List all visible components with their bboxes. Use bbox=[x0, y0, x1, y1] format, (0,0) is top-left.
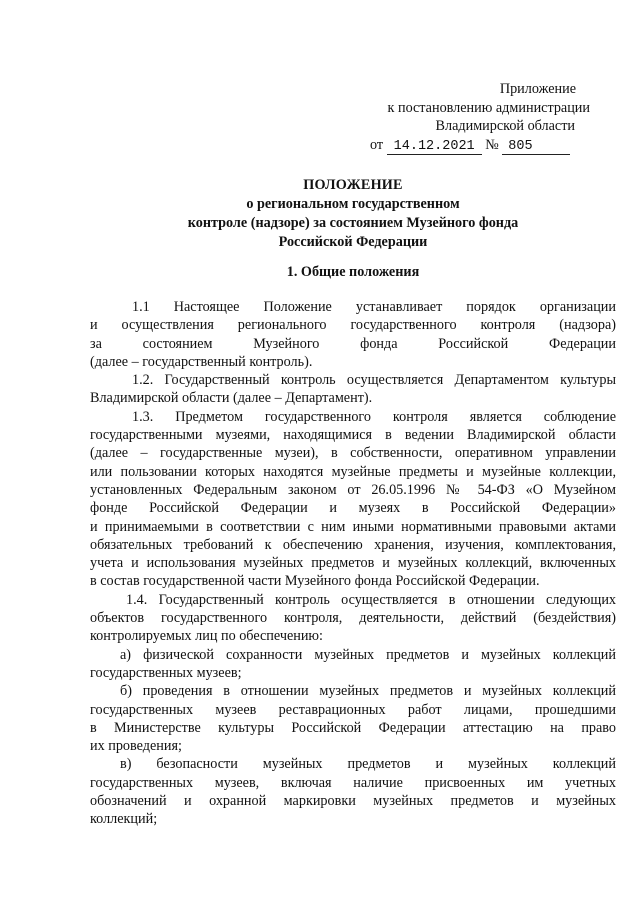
body-line: государственных музеев; bbox=[90, 664, 242, 681]
body-line: их проведения; bbox=[90, 738, 182, 755]
body-line: коллекций; bbox=[90, 811, 158, 828]
body-line: 1.1 Настоящее Положение устанавливает порядок организации bbox=[132, 299, 616, 315]
body-line: в) безопасности музейных предметов и музейных коллекций bbox=[120, 756, 616, 773]
number-label: № bbox=[485, 136, 499, 153]
title-line-2: о региональном государственном bbox=[246, 196, 460, 212]
body-line: 1.3. Предметом государственного контроля является соблюдение bbox=[132, 408, 616, 425]
document-title bbox=[90, 176, 616, 252]
body-line: фонде Российской Федерации и музеях в Российской Федерации» bbox=[90, 500, 616, 517]
appendix-region: Владимирской области bbox=[435, 118, 575, 134]
body-line: объектов государственного контроля, деятельности, действий (бездействия) bbox=[90, 610, 616, 627]
body-line: обязательных требований к обеспечению хранения, изучения, комплектования, bbox=[90, 536, 616, 553]
title-line-4: Российской Федерации bbox=[278, 234, 428, 250]
appendix-resolution: к постановлению администрации bbox=[387, 99, 590, 116]
body-line: б) проведения в отношении музейных предметов и музейных коллекций bbox=[120, 683, 616, 700]
body-line: государственными музеями, находящимися в ведении Владимирской области bbox=[90, 427, 616, 444]
title-heading: ПОЛОЖЕНИЕ bbox=[303, 177, 403, 193]
body-line: и осуществления регионального государственного контроля (надзора) bbox=[90, 317, 616, 334]
body-line: Владимирской области (далее – Департамент). bbox=[90, 390, 373, 407]
section-body bbox=[90, 298, 616, 829]
section-heading: 1. Общие положения bbox=[286, 264, 420, 280]
body-line: 1.4. Государственный контроль осуществляется в отношении следующих bbox=[126, 591, 616, 608]
resolution-date: 14.12.2021 bbox=[387, 139, 482, 155]
body-line: 1.2. Государственный контроль осуществляется Департаментом культуры bbox=[132, 372, 616, 389]
from-label: от bbox=[370, 136, 384, 153]
resolution-number: 805 bbox=[502, 139, 570, 155]
title-line-3: контроле (надзоре) за состоянием Музейного фонда bbox=[187, 215, 519, 231]
body-line: а) физической сохранности музейных предметов и музейных коллекций bbox=[120, 646, 616, 663]
body-line: государственных музеев реставрационных работ лицами, прошедшими bbox=[90, 701, 616, 718]
body-line: за состоянием Музейного фонда Российской Федерации bbox=[90, 335, 616, 352]
appendix-title: Приложение bbox=[499, 81, 576, 97]
body-line: учета и использования музейных предметов и музейных коллекций, включенных bbox=[90, 555, 616, 572]
appendix-block bbox=[360, 80, 590, 155]
body-line: и принимаемыми в соответствии с ним иными нормативными правовыми актами bbox=[90, 518, 616, 535]
body-line: в Министерстве культуры Российской Федерации аттестацию на право bbox=[90, 719, 616, 736]
body-line: обозначений и охранной маркировки музейных предметов и музейных bbox=[90, 793, 616, 810]
body-line: установленных Федеральным законом от 26.05.1996 № 54-ФЗ «О Музейном bbox=[90, 481, 616, 498]
body-line: (далее – государственный контроль). bbox=[90, 353, 313, 370]
body-line: государственных музеев, включая наличие присвоенных им учетных bbox=[90, 774, 616, 791]
appendix-date-number bbox=[360, 136, 590, 155]
body-line: контролируемых лиц по обеспечению: bbox=[90, 628, 323, 645]
body-line: или пользовании которых находятся музейные предметы и музейные коллекции, bbox=[90, 463, 616, 480]
body-line: в состав государственной части Музейного фонда Российской Федерации. bbox=[90, 573, 540, 590]
body-line: (далее – государственные музеи), в собственности, оперативном управлении bbox=[90, 445, 616, 462]
